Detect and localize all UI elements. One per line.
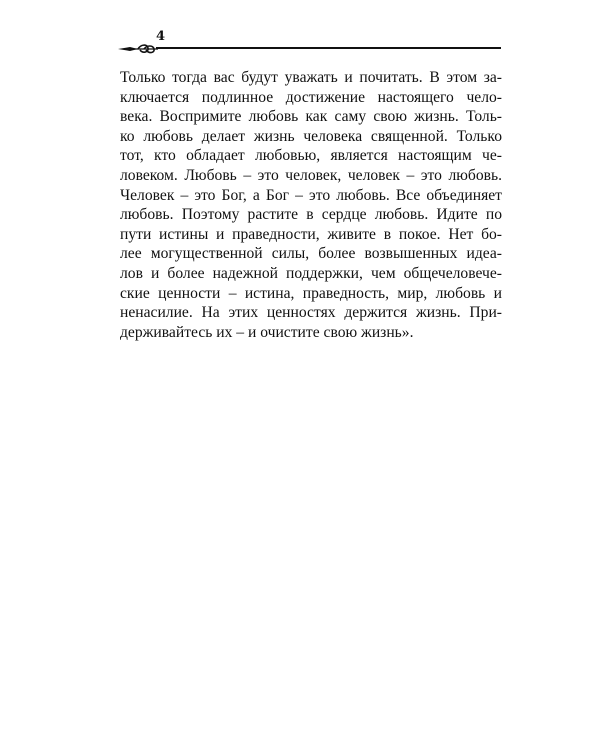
text-line: пути истины и праведности, живите в покое. Нет бо- <box>120 225 502 243</box>
text-line: любовь. Поэтому растите в сердце любовь. Идите по <box>120 206 502 224</box>
header-rule <box>156 47 501 49</box>
body-text <box>120 68 502 342</box>
text-line: тот, кто обладает любовью, является настоящим че- <box>120 147 502 165</box>
text-line: лее могущественной силы, более возвышенных идеа- <box>120 245 502 263</box>
page-header <box>118 30 501 58</box>
text-line: ловеком. Любовь – это человек, человек – это любовь. <box>120 166 502 184</box>
text-line: ские ценности – истина, праведность, мир, любовь и <box>120 284 502 302</box>
text-line: лов и более надежной поддержки, чем общечеловече- <box>120 264 502 282</box>
text-line: ко любовь делает жизнь человека священной. Только <box>120 127 502 145</box>
text-line: держивайтесь их – и очистите свою жизнь». <box>120 323 414 341</box>
page-number: 4 <box>156 29 166 44</box>
text-line: века. Воспримите любовь как саму свою жизнь. Толь- <box>120 108 502 126</box>
text-line: Человек – это Бог, а Бог – это любовь. Все объединяет <box>120 186 502 204</box>
text-line: ненасилие. На этих ценностях держится жизнь. При- <box>120 304 502 322</box>
pen-nib-ornament-icon <box>118 38 158 56</box>
text-line: ключается подлинное достижение настоящего чело- <box>120 88 502 106</box>
text-line: Только тогда вас будут уважать и почитать. В этом за- <box>120 69 502 86</box>
